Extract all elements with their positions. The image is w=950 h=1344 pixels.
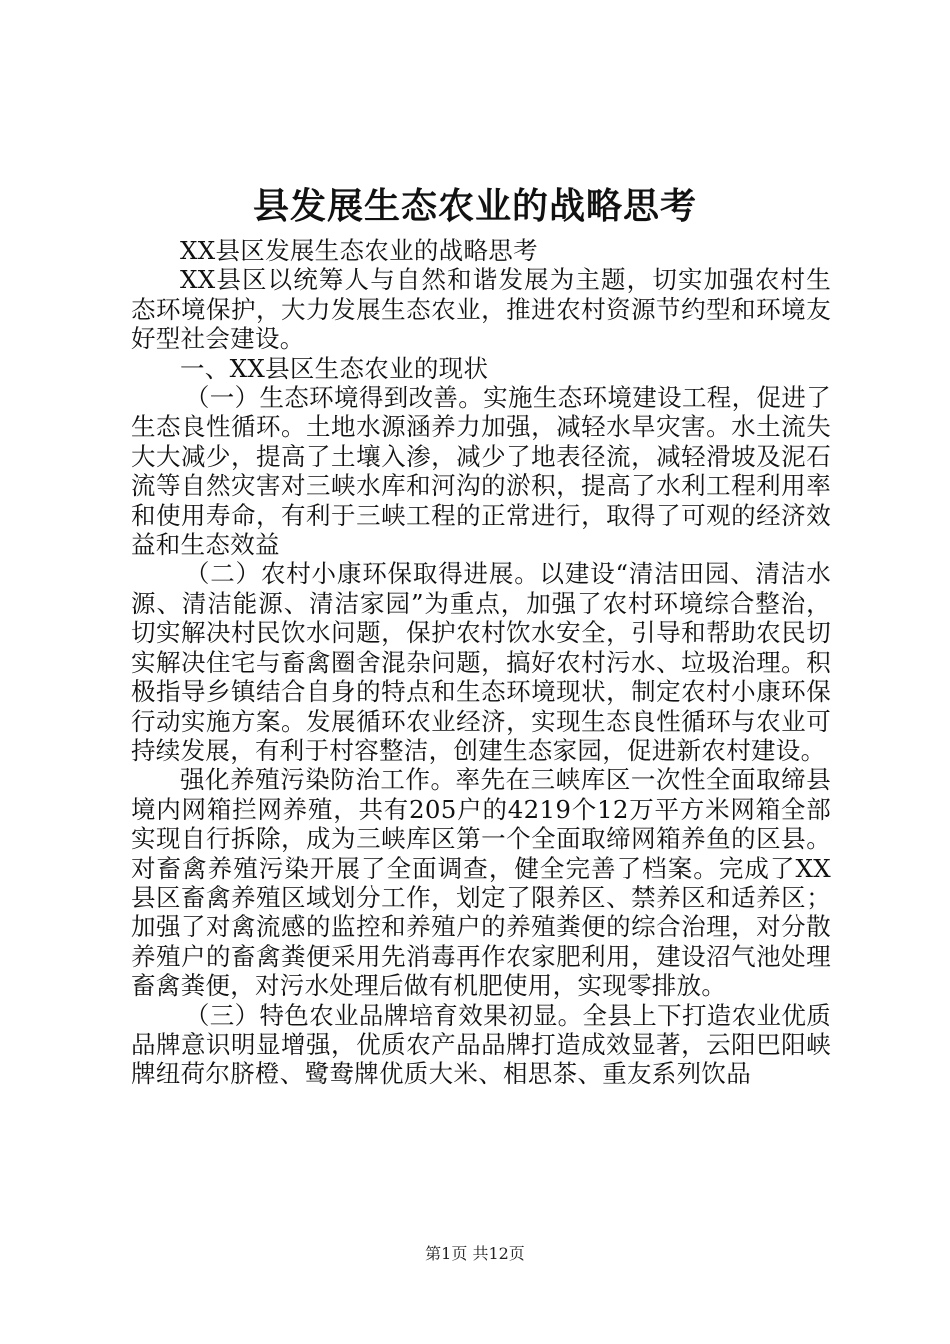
paragraph-ecology: （一）生态环境得到改善。实施生态环境建设工程，促进了生态良性循环。土地水源涵养力加强，减轻水旱灾害。水土流失大大减少，提高了土壤入渗，减少了地表径流，减轻滑坡及泥石流等自然灾害对三峡水库和河沟的淤积，提高了水利工程利用率和使用寿命，有利于三峡工程的正常进行，取得了可观的经济效益和生态效益 [131, 383, 831, 560]
page-number: 第1页 共12页 [425, 1244, 525, 1263]
section-heading-status: 一、XX县区生态农业的现状 [180, 353, 489, 383]
paragraph-brand: （三）特色农业品牌培育效果初显。全县上下打造农业优质品牌意识明显增强，优质农产品品牌打造成效显著，云阳巴阳峡牌纽荷尔脐橙、鹭鸯牌优质大米、相思茶、重友系列饮品 [131, 1000, 831, 1089]
paragraph-intro: XX县区以统筹人与自然和谐发展为主题，切实加强农村生态环境保护，大力发展生态农业，推进农村资源节约型和环境友好型社会建设。 [131, 265, 831, 354]
paragraph-rural-environment: （二）农村小康环保取得进展。以建设“清洁田园、清洁水源、清洁能源、清洁家园”为重点，加强了农村环境综合整治，切实解决村民饮水问题，保护农村饮水安全，引导和帮助农民切实解决住宅与畜禽圈舍混杂问题，搞好农村污水、垃圾治理。积极指导乡镇结合自身的特点和生态环境现状，制定农村小康环保行动实施方案。发展循环农业经济，实现生态良性循环与农业可持续发展，有利于村容整洁，创建生态家园，促进新农村建设。 [131, 559, 831, 765]
paragraph-subtitle: XX县区发展生态农业的战略思考 [180, 236, 538, 265]
document-title: 县发展生态农业的战略思考 [252, 186, 697, 227]
document-body [131, 236, 831, 1089]
paragraph-breeding-pollution: 强化养殖污染防治工作。率先在三峡库区一次性全面取缔县境内网箱拦网养殖，共有205户的4219个12万平方米网箱全部实现自行拆除，成为三峡库区第一个全面取缔网箱养鱼的区县。对畜禽养殖污染开展了全面调查，健全完善了档案。完成了XX县区畜禽养殖区域划分工作，划定了限养区、禁养区和适养区；加强了对禽流感的监控和养殖户的养殖粪便的综合治理，对分散养殖户的畜禽粪便采用先消毒再作农家肥利用，建设沼气池处理畜禽粪便，对污水处理后做有机肥使用，实现零排放。 [131, 765, 831, 1001]
